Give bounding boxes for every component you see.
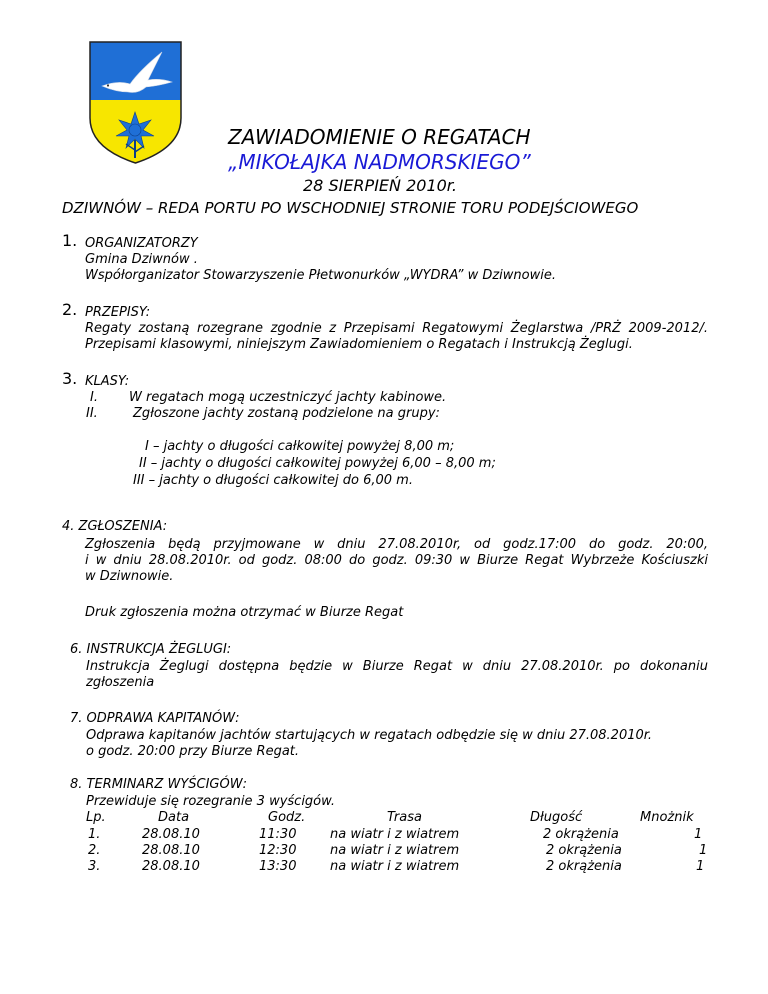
cell-date: 28.08.10 [142,859,200,874]
cell-lp: 3. [88,859,101,874]
section-6-line: zgłoszenia [86,675,155,690]
section-4-note: Druk zgłoszenia można otrzymać w Biurze Regat [85,605,404,620]
document-date: 28 SIERPIEŃ 2010r. [303,176,457,195]
cell-route: na wiatr i z wiatrem [330,843,460,858]
cell-date: 28.08.10 [142,843,200,858]
cell-time: 13:30 [259,859,297,874]
section-3-item-number: I. [90,390,98,405]
cell-lp: 2. [88,843,101,858]
section-7-line: Odprawa kapitanów jachtów startujących w regatach odbędzie się w dniu 27.08.2010r. [86,728,653,743]
cell-multiplier: 1 [696,859,705,874]
group-line: III – jachty o długości całkowitej do 6,00 m. [133,473,413,488]
cell-route: na wiatr i z wiatrem [330,827,460,842]
section-3-item-text: Zgłoszone jachty zostaną podzielone na grupy: [133,406,440,421]
cell-time: 12:30 [259,843,297,858]
section-2-number: 2. [62,300,78,319]
section-3-item-number: II. [86,406,98,421]
section-7-heading: 7. ODPRAWA KAPITANÓW: [70,711,240,726]
section-4-line: i w dniu 28.08.2010r. od godz. 08:00 do godz. 09:30 w Biurze Regat Wybrzeże Kościuszki [85,553,708,568]
cell-multiplier: 1 [699,843,708,858]
cell-date: 28.08.10 [142,827,200,842]
cell-length: 2 okrążenia [546,843,622,858]
column-header-multiplier: Mnożnik [640,810,694,825]
column-header-lp: Lp. [86,810,106,825]
section-1-heading: ORGANIZATORZY [85,236,198,251]
group-line: I – jachty o długości całkowitej powyżej 8,00 m; [145,439,455,454]
column-header-date: Data [158,810,190,825]
cell-lp: 1. [88,827,101,842]
section-4-line: w Dziwnowie. [85,569,174,584]
document-location: DZIWNÓW – REDA PORTU PO WSCHODNIEJ STRONIE TORU PODEJŚCIOWEGO [62,199,639,217]
section-6-line: Instrukcja Żeglugi dostępna będzie w Biurze Regat w dniu 27.08.2010r. po dokonaniu [86,659,708,674]
section-8-heading: 8. TERMINARZ WYŚCIGÓW: [70,777,247,792]
section-2-heading: PRZEPISY: [85,305,151,320]
coat-of-arms-logo [88,40,183,165]
section-7-line: o godz. 20:00 przy Biurze Regat. [86,744,300,759]
document-title: ZAWIADOMIENIE O REGATACH [228,125,531,149]
section-1-number: 1. [62,231,78,250]
column-header-time: Godz. [268,810,306,825]
column-header-length: Długość [530,810,583,825]
section-6-heading: 6. INSTRUKCJA ŻEGLUGI: [70,642,232,657]
group-line: II – jachty o długości całkowitej powyżej 6,00 – 8,00 m; [139,456,496,471]
section-2-line: Regaty zostaną rozegrane zgodnie z Przepisami Regatowymi Żeglarstwa /PRŻ 2009-2012/. [85,321,708,336]
cell-length: 2 okrążenia [543,827,619,842]
section-3-item-text: W regatach mogą uczestniczyć jachty kabinowe. [129,390,447,405]
document-subtitle: „MIKOŁAJKA NADMORSKIEGO” [228,150,531,174]
section-4-line: Zgłoszenia będą przyjmowane w dniu 27.08.2010r, od godz.17:00 do godz. 20:00, [85,537,708,552]
section-4-heading: 4. ZGŁOSZENIA: [62,519,168,534]
section-8-intro: Przewiduje się rozegranie 3 wyścigów. [86,794,336,809]
cell-length: 2 okrążenia [546,859,622,874]
section-1-line: Gmina Dziwnów . [85,252,198,267]
section-3-heading: KLASY: [85,374,130,389]
section-3-number: 3. [62,369,78,388]
cell-route: na wiatr i z wiatrem [330,859,460,874]
section-1-line: Współorganizator Stowarzyszenie Płetwonurków „WYDRA” w Dziwnowie. [85,268,556,283]
column-header-route: Trasa [387,810,422,825]
cell-time: 11:30 [259,827,297,842]
cell-multiplier: 1 [694,827,703,842]
section-2-line: Przepisami klasowymi, niniejszym Zawiadomieniem o Regatach i Instrukcją Żeglugi. [85,337,633,352]
